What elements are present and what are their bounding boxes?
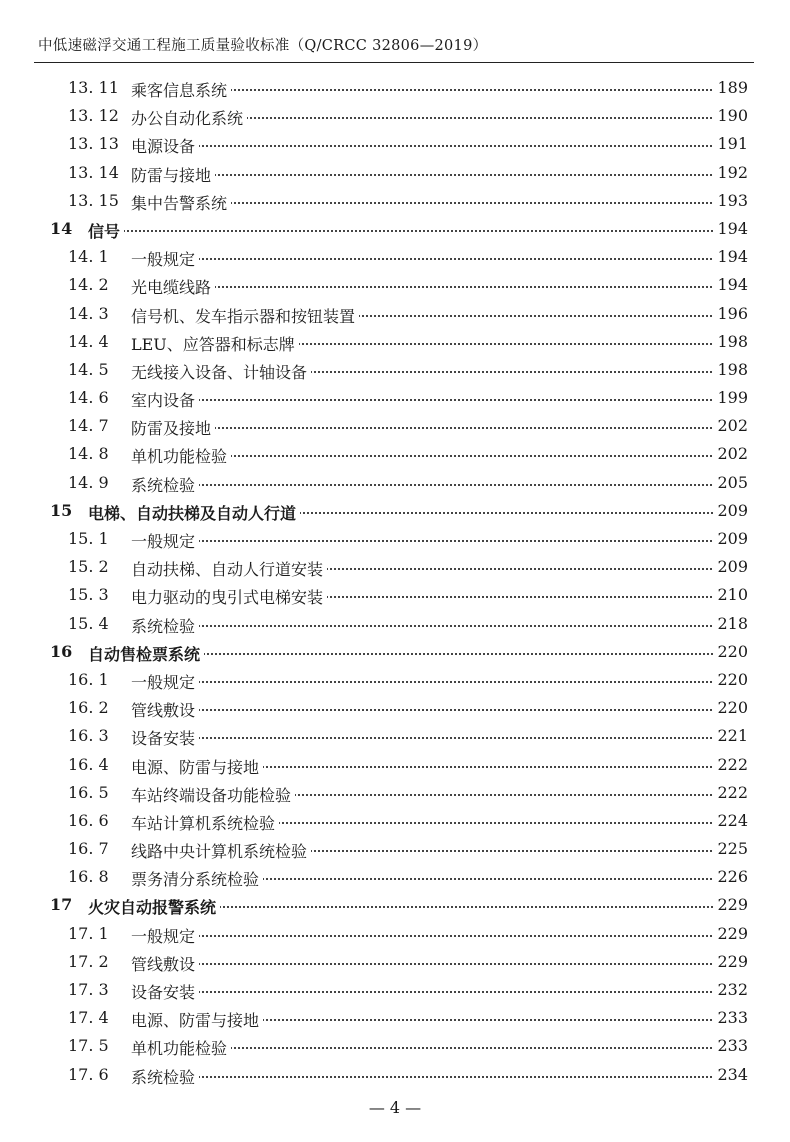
toc-section-entry (0, 611, 790, 639)
toc-entry-title: 光电缆线路 (131, 275, 215, 298)
toc-entry-number: 13. 13 (68, 134, 119, 154)
toc-entry-page: 234 (713, 1065, 748, 1084)
toc-entry-title: LEU、应答器和标志牌 (131, 332, 299, 355)
toc-entry-number: 17. 3 (68, 980, 109, 999)
toc-leader-dots (131, 258, 720, 260)
toc-chapter-entry (0, 892, 790, 920)
toc-entry-title: 一般规定 (131, 924, 199, 947)
toc-entry-number: 15. 4 (68, 613, 109, 633)
toc-entry-page: 224 (713, 811, 748, 830)
toc-entry-number: 16 (50, 641, 73, 661)
table-of-contents (0, 75, 790, 1090)
toc-entry-title: 一般规定 (131, 529, 199, 552)
toc-section-entry (0, 921, 790, 949)
toc-section-entry (0, 470, 790, 498)
toc-entry-title: 乘客信息系统 (131, 78, 231, 101)
toc-entry-number: 13. 15 (68, 190, 119, 210)
toc-section-entry (0, 1033, 790, 1061)
toc-section-entry (0, 1005, 790, 1033)
toc-entry-number: 14. 4 (68, 331, 109, 351)
toc-entry-page: 198 (713, 332, 748, 351)
toc-entry-title: 电源设备 (131, 134, 199, 157)
toc-entry-number: 14. 1 (68, 247, 109, 267)
toc-entry-page: 209 (713, 501, 748, 520)
toc-entry-page: 209 (713, 529, 748, 548)
toc-entry-title: 单机功能检验 (131, 1036, 231, 1059)
toc-entry-title: 信号机、发车指示器和按钮装置 (131, 304, 359, 327)
toc-entry-page: 226 (713, 867, 748, 886)
toc-entry-number: 16. 8 (68, 867, 109, 887)
toc-entry-title: 一般规定 (131, 247, 199, 270)
toc-entry-title: 管线敷设 (131, 952, 199, 975)
toc-leader-dots (131, 935, 720, 937)
toc-section-entry (0, 836, 790, 864)
toc-chapter-entry (0, 216, 790, 244)
toc-entry-number: 16. 5 (68, 782, 109, 802)
toc-leader-dots (131, 1076, 720, 1078)
toc-leader-dots (131, 681, 720, 683)
toc-entry-page: 196 (713, 304, 748, 323)
toc-entry-number: 15 (50, 500, 73, 520)
toc-entry-page: 190 (713, 106, 748, 125)
toc-section-entry (0, 526, 790, 554)
toc-section-entry (0, 864, 790, 892)
toc-entry-title: 火灾自动报警系统 (88, 895, 220, 918)
toc-entry-number: 13. 12 (68, 106, 119, 126)
toc-entry-number: 15. 3 (68, 585, 109, 605)
toc-entry-page: 209 (713, 557, 748, 576)
toc-entry-title: 防雷与接地 (131, 163, 215, 186)
toc-section-entry (0, 329, 790, 357)
toc-entry-page: 221 (713, 726, 748, 745)
toc-section-entry (0, 582, 790, 610)
toc-leader-dots (131, 991, 720, 993)
toc-entry-number: 14 (50, 218, 73, 238)
toc-entry-page: 220 (713, 698, 748, 717)
toc-entry-title: 办公自动化系统 (131, 106, 247, 129)
toc-entry-page: 222 (713, 755, 748, 774)
toc-entry-title: 电源、防雷与接地 (131, 1008, 263, 1031)
toc-entry-page: 205 (713, 473, 748, 492)
toc-section-entry (0, 723, 790, 751)
toc-entry-title: 室内设备 (131, 388, 199, 411)
toc-section-entry (0, 103, 790, 131)
toc-entry-number: 15. 1 (68, 529, 109, 548)
toc-section-entry (0, 357, 790, 385)
toc-entry-number: 15. 2 (68, 557, 109, 577)
toc-section-entry (0, 441, 790, 469)
toc-entry-title: 单机功能检验 (131, 444, 231, 467)
toc-section-entry (0, 75, 790, 103)
toc-section-entry (0, 554, 790, 582)
toc-leader-dots (131, 484, 720, 486)
toc-leader-dots (131, 709, 720, 711)
toc-entry-page: 193 (713, 191, 748, 210)
toc-entry-number: 16. 1 (68, 669, 109, 689)
toc-section-entry (0, 977, 790, 1005)
toc-entry-number: 17 (50, 895, 73, 915)
toc-entry-page: 233 (713, 1036, 748, 1055)
toc-entry-title: 系统检验 (131, 1065, 199, 1088)
toc-entry-number: 17. 5 (68, 1036, 109, 1056)
toc-section-entry (0, 160, 790, 188)
toc-section-entry (0, 413, 790, 441)
toc-entry-title: 电力驱动的曳引式电梯安装 (131, 585, 327, 608)
toc-entry-title: 自动售检票系统 (88, 642, 204, 665)
toc-entry-page: 198 (713, 360, 748, 379)
toc-section-entry (0, 131, 790, 159)
toc-entry-title: 无线接入设备、计轴设备 (131, 360, 311, 383)
toc-entry-title: 信号 (88, 219, 124, 242)
toc-section-entry (0, 949, 790, 977)
toc-entry-page: 189 (713, 78, 748, 97)
toc-leader-dots (131, 737, 720, 739)
toc-chapter-entry (0, 498, 790, 526)
toc-leader-dots (131, 540, 720, 542)
toc-entry-number: 14. 3 (68, 303, 109, 323)
toc-entry-title: 车站终端设备功能检验 (131, 783, 295, 806)
toc-leader-dots (131, 174, 720, 176)
toc-entry-title: 线路中央计算机系统检验 (131, 839, 311, 862)
toc-entry-title: 票务清分系统检验 (131, 867, 263, 890)
toc-section-entry (0, 385, 790, 413)
toc-entry-number: 17. 1 (68, 923, 109, 943)
toc-section-entry (0, 752, 790, 780)
header-rule (34, 62, 754, 63)
toc-entry-page: 220 (713, 670, 748, 689)
toc-entry-title: 电梯、自动扶梯及自动人行道 (88, 501, 300, 524)
toc-leader-dots (131, 625, 720, 627)
toc-section-entry (0, 301, 790, 329)
toc-entry-page: 199 (713, 388, 748, 407)
toc-entry-number: 14. 7 (68, 416, 109, 436)
toc-section-entry (0, 188, 790, 216)
toc-entry-title: 管线敷设 (131, 698, 199, 721)
toc-entry-title: 系统检验 (131, 614, 199, 637)
toc-section-entry (0, 780, 790, 808)
toc-leader-dots (131, 399, 720, 401)
toc-entry-page: 192 (713, 163, 748, 182)
toc-entry-page: 202 (713, 416, 748, 435)
toc-entry-page: 194 (713, 219, 748, 238)
toc-leader-dots (131, 286, 720, 288)
toc-entry-title: 自动扶梯、自动人行道安装 (131, 557, 327, 580)
toc-entry-page: 229 (713, 952, 748, 971)
toc-entry-page: 202 (713, 444, 748, 463)
page-number: — 4 — (368, 1098, 422, 1117)
toc-entry-number: 17. 4 (68, 1008, 109, 1028)
toc-entry-page: 233 (713, 1008, 748, 1027)
toc-entry-number: 14. 2 (68, 275, 109, 295)
toc-entry-number: 13. 14 (68, 162, 119, 182)
toc-entry-page: 222 (713, 783, 748, 802)
toc-entry-title: 防雷及接地 (131, 416, 215, 439)
toc-entry-number: 13. 11 (68, 78, 119, 97)
toc-entry-number: 14. 9 (68, 472, 109, 492)
toc-entry-page: 218 (713, 614, 748, 633)
toc-entry-page: 210 (713, 585, 748, 604)
toc-leader-dots (131, 145, 720, 147)
toc-leader-dots (131, 427, 720, 429)
toc-section-entry (0, 695, 790, 723)
toc-entry-page: 220 (713, 642, 748, 661)
toc-entry-number: 16. 4 (68, 754, 109, 774)
toc-entry-number: 17. 2 (68, 951, 109, 971)
toc-section-entry (0, 272, 790, 300)
toc-entry-number: 16. 6 (68, 810, 109, 830)
toc-entry-page: 225 (713, 839, 748, 858)
toc-entry-number: 14. 5 (68, 359, 109, 379)
toc-entry-number: 14. 6 (68, 388, 109, 408)
toc-entry-page: 194 (713, 247, 748, 266)
running-header: 中低速磁浮交通工程施工质量验收标准（Q/CRCC 32806—2019） (38, 38, 488, 54)
toc-entry-page: 229 (713, 924, 748, 943)
toc-entry-number: 16. 3 (68, 726, 109, 746)
toc-entry-page: 232 (713, 980, 748, 999)
toc-entry-title: 一般规定 (131, 670, 199, 693)
toc-entry-title: 设备安装 (131, 980, 199, 1003)
toc-entry-title: 电源、防雷与接地 (131, 755, 263, 778)
toc-entry-page: 194 (713, 275, 748, 294)
toc-chapter-entry (0, 639, 790, 667)
toc-leader-dots (131, 963, 720, 965)
toc-entry-page: 229 (713, 895, 748, 914)
toc-section-entry (0, 667, 790, 695)
toc-section-entry (0, 808, 790, 836)
toc-entry-title: 系统检验 (131, 473, 199, 496)
toc-entry-page: 191 (713, 134, 748, 153)
toc-entry-number: 17. 6 (68, 1064, 109, 1084)
toc-entry-number: 14. 8 (68, 444, 109, 464)
toc-section-entry (0, 1062, 790, 1090)
toc-leader-dots (88, 230, 720, 232)
toc-entry-title: 设备安装 (131, 726, 199, 749)
toc-entry-number: 16. 7 (68, 839, 109, 859)
toc-entry-title: 车站计算机系统检验 (131, 811, 279, 834)
toc-section-entry (0, 244, 790, 272)
toc-entry-number: 16. 2 (68, 698, 109, 718)
toc-entry-title: 集中告警系统 (131, 191, 231, 214)
